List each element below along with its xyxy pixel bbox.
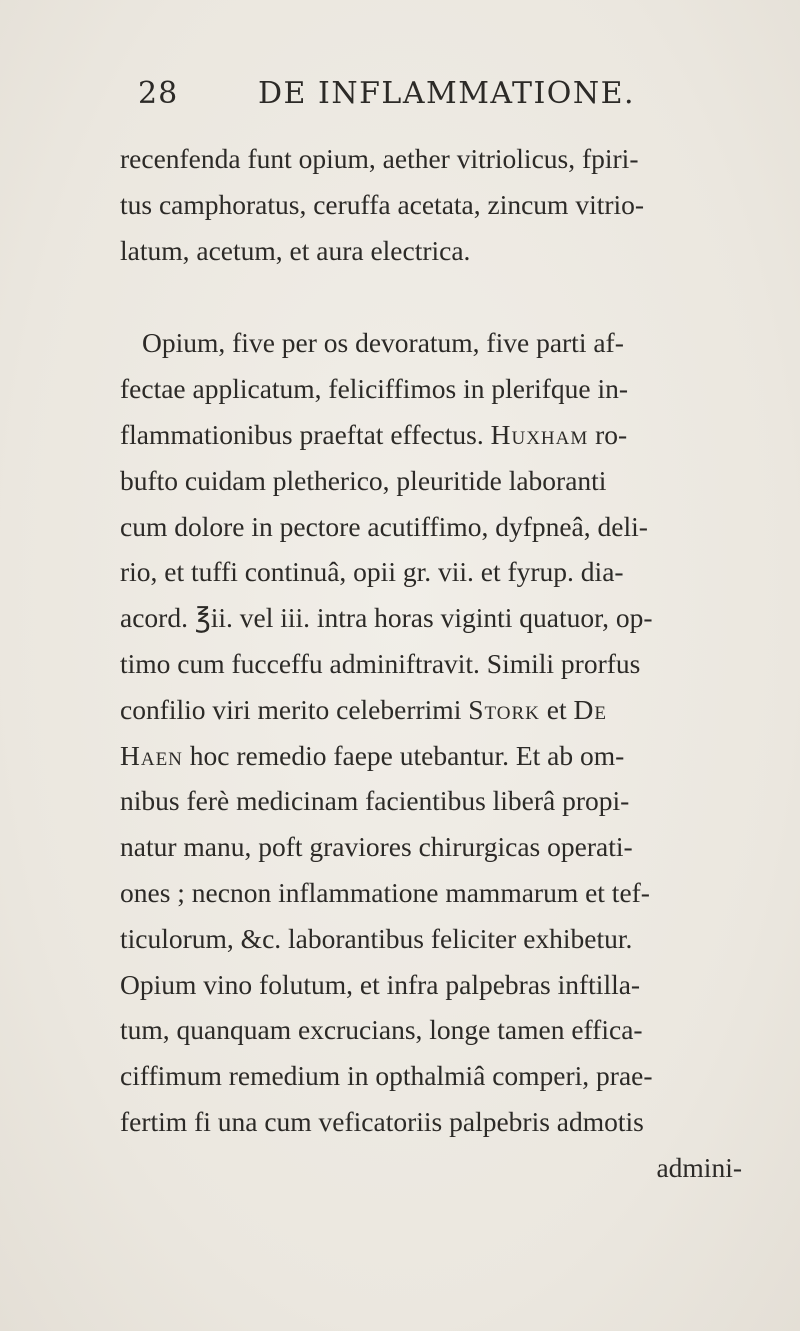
text-fragment: hoc remedio faepe utebantur. Et ab om- — [189, 739, 625, 771]
text-line: latum, acetum, et aura electrica. — [120, 234, 471, 266]
text-line: tus camphoratus, ceruffa acetata, zincum vitrio- — [120, 188, 645, 220]
text-fragment: ro- — [595, 418, 628, 450]
text-line: fectae applicatum, feliciffimos in plerifque in- — [120, 373, 629, 405]
text-line — [120, 412, 780, 458]
text-line: bufto cuidam pletherico, pleuritide laboranti — [120, 464, 607, 496]
text-line: Opium vino folutum, et infra palpebras inftilla- — [120, 968, 641, 1000]
text-fragment: et — [546, 693, 567, 725]
author-name-de: De — [573, 693, 607, 725]
text-line: Opium, five per os devoratum, five parti af- — [142, 327, 624, 359]
body-text — [120, 136, 780, 1191]
text-line: ones ; necnon inflammatione mammarum et tef- — [120, 876, 650, 908]
paragraph-break — [120, 273, 780, 320]
running-head — [138, 76, 678, 116]
text-fragment: flammationibus praeftat effectus. — [120, 418, 484, 450]
text-line: ticulorum, &c. laborantibus feliciter exhibetur. — [120, 922, 633, 954]
text-line: natur manu, poft graviores chirurgicas operati- — [120, 831, 633, 863]
text-line: tum, quanquam excrucians, longe tamen effica- — [120, 1014, 643, 1046]
text-line: nibus ferè medicinam facientibus liberâ propi- — [120, 785, 630, 817]
text-line: rio, et tuffi continuâ, opii gr. vii. et fyrup. dia- — [120, 556, 624, 588]
text-line: timo cum fucceffu adminiftravit. Simili prorfus — [120, 647, 641, 679]
text-line — [120, 687, 780, 733]
text-line: fertim fi una cum veficatoriis palpebris admotis — [120, 1105, 644, 1137]
text-line: acord. ℥ii. vel iii. intra horas viginti quatuor, op- — [120, 602, 653, 634]
running-title: DE INFLAMMATIONE. — [258, 76, 636, 111]
author-name-haen: Haen — [120, 739, 183, 771]
text-line — [120, 733, 780, 779]
author-name-stork: Stork — [468, 693, 540, 725]
page-number: 28 — [138, 76, 179, 111]
text-line: recenfenda funt opium, aether vitriolicus, fpiri- — [120, 143, 639, 174]
text-fragment: confilio viri merito celeberrimi — [120, 693, 462, 725]
text-line: ciffimum remedium in opthalmiâ comperi, prae- — [120, 1060, 653, 1092]
author-name-huxham: Huxham — [490, 418, 589, 450]
catchword: admini- — [656, 1151, 742, 1183]
text-line: cum dolore in pectore acutiffimo, dyfpneâ, deli- — [120, 510, 648, 542]
